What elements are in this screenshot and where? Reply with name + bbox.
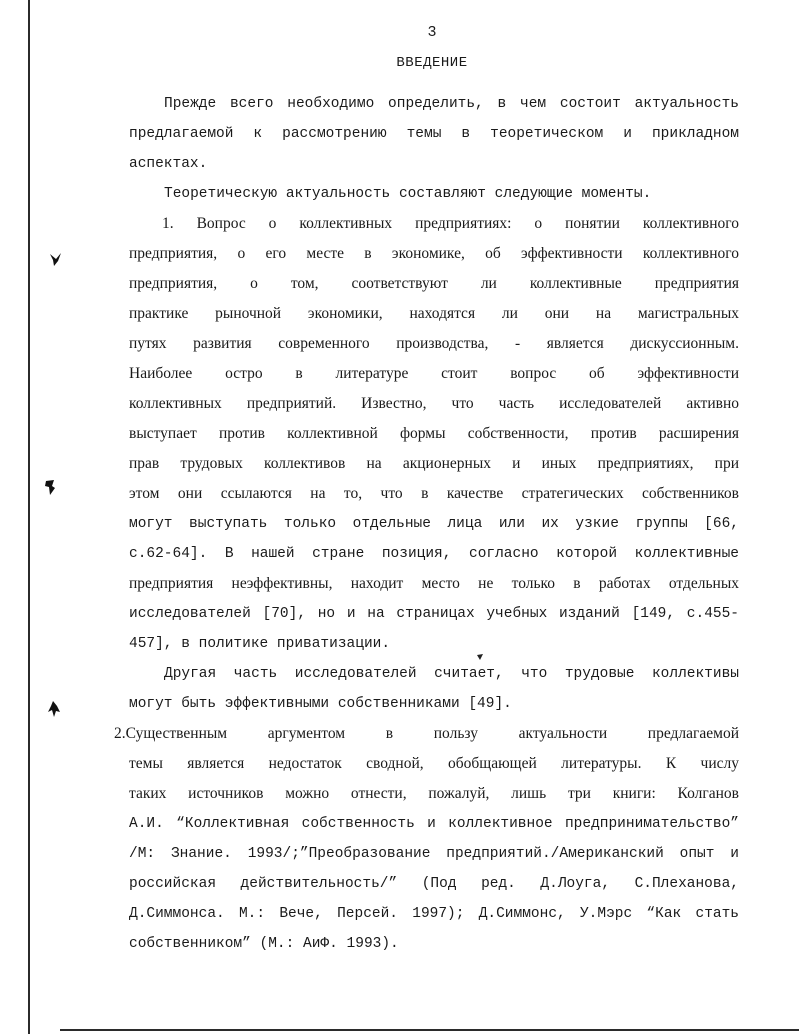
paragraph-theoretical [129,179,739,209]
text-line: А.И. “Коллективная собственность и коллективное предпринимательство” [129,816,739,832]
text-line: российская действительность/” (Под ред. Д.Лоуга, С.Плеханова, [129,876,739,892]
text-line: 457], в политике приватизации. [129,636,391,652]
text-line: предприятия неэффективны, находит место не только в работах отдельных [129,575,739,592]
text-line: прав трудовых коллективов на акционерных и иных предприятиях, при [129,455,739,472]
text-line: могут выступать только отдельные лица или их узкие группы [66, [129,516,739,532]
scan-artifact-mark-1 [48,250,62,268]
scan-artifact-mark-2 [43,478,57,496]
text-line: Другая часть исследователей считает, что трудовые коллективы [164,666,739,682]
text-line: Д.Симмонса. М.: Вече, Персей. 1997); Д.Симмонс, У.Мэрс “Как стать [129,906,739,922]
text-line: Прежде всего необходимо определить, в чем состоит актуальность [164,96,739,112]
scan-left-border [28,0,30,1034]
text-line: практике рыночной экономики, находятся ли они на магистральных [129,305,739,322]
paragraph-item-1 [129,209,739,659]
scan-artifact-mark-3 [47,700,61,718]
text-line: предлагаемой к рассмотрению темы в теоретическом и прикладном [129,126,739,142]
scan-bottom-border [60,1029,799,1031]
text-line: 2.Существенным аргументом в пользу актуальности предлагаемой [114,725,739,742]
text-line: коллективных предприятий. Известно, что часть исследователей активно [129,395,739,412]
text-line: Наиболее остро в литературе стоит вопрос об эффективности [129,365,739,382]
text-line: могут быть эффективными собственниками [49]. [129,696,512,712]
text-line: 1. Вопрос о коллективных предприятиях: о понятии коллективного [162,215,739,232]
text-line: этом они ссылаются на то, что в качестве стратегических собственников [129,485,739,502]
text-line: с.62-64]. В нашей стране позиция, согласно которой коллективные [129,546,739,562]
text-line: предприятия, о его месте в экономике, об эффективности коллективного [129,245,739,262]
text-line: аспектах. [129,156,208,172]
text-line: путях развития современного производства, - является дискуссионным. [129,335,739,352]
text-line: предприятия, о том, соответствуют ли коллективные предприятия [129,275,739,292]
text-line: выступает против коллективной формы собственности, против расширения [129,425,739,442]
text-line: таких источников можно отнести, пожалуй, лишь три книги: Колганов [129,785,739,802]
paragraph-other [129,659,739,719]
text-line: собственником” (М.: АиФ. 1993). [129,936,399,952]
paragraph-item-2 [114,719,739,959]
text-line: /М: Знание. 1993/;”Преобразование предприятий./Американский опыт и [129,846,739,862]
text-line: Теоретическую актуальность составляют следующие моменты. [164,186,652,202]
text-line: темы является недостаток сводной, обобщающей литературы. К числу [129,755,739,772]
text-line: исследователей [70], но и на страницах учебных изданий [149, с.455- [129,606,739,622]
page-number: 3 [427,24,437,41]
section-heading: ВВЕДЕНИЕ [396,55,468,71]
paragraph-intro [129,89,739,179]
